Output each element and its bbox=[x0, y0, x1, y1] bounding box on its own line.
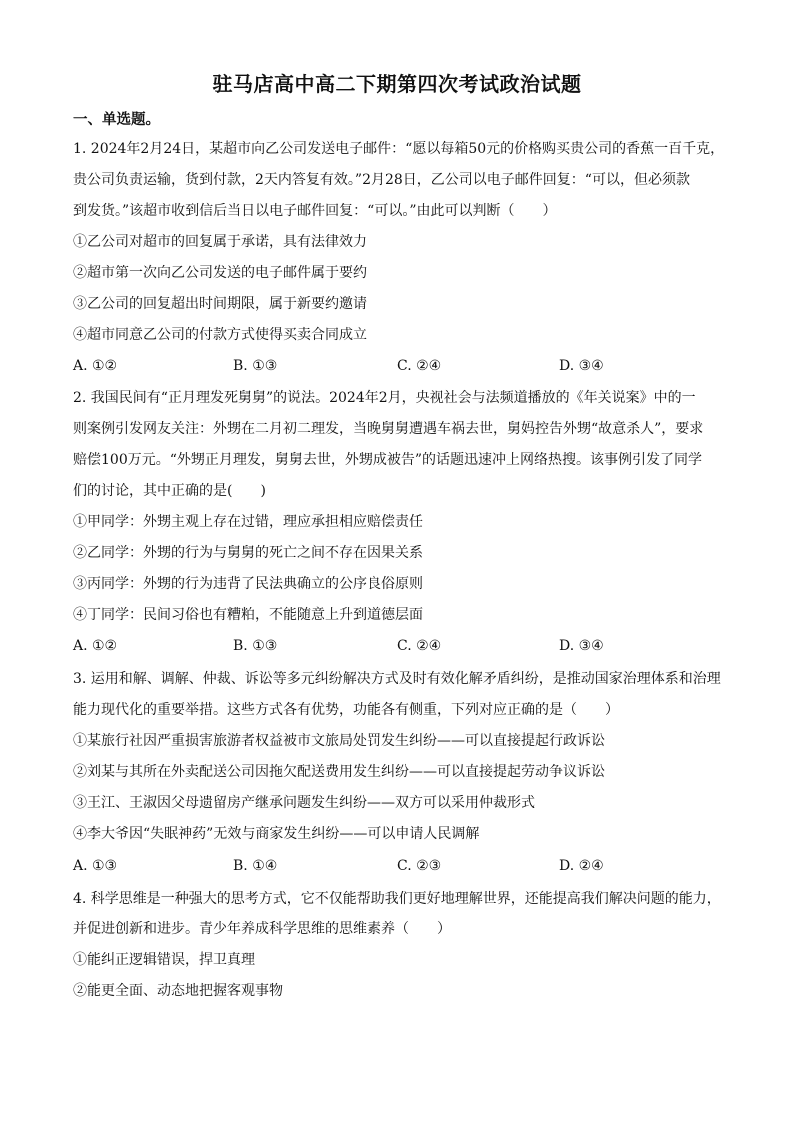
q1-item-2: ②超市第一次向乙公司发送的电子邮件属于要约 bbox=[73, 265, 367, 281]
q3-item-3: ③王江、王淑因父母遗留房产继承问题发生纠纷——双方可以采用仲裁形式 bbox=[73, 795, 535, 811]
q2-item-4: ④丁同学：民间习俗也有糟粕，不能随意上升到道德层面 bbox=[73, 607, 423, 623]
q1-stem-line-2: 贵公司负责运输，货到付款，2天内答复有效。”2月28日，乙公司以电子邮件回复：“可以，但必须款 bbox=[73, 172, 690, 188]
q3-stem-line-1: 3. 运用和解、调解、仲裁、诉讼等多元纠纷解决方式及时有效化解矛盾纠纷，是推动国家治理体系和治理 bbox=[73, 671, 721, 687]
q3-item-4: ④李大爷因“失眠神药”无效与商家发生纠纷——可以申请人民调解 bbox=[73, 826, 480, 842]
q1-options bbox=[73, 356, 733, 376]
q4-stem-line-1: 4. 科学思维是一种强大的思考方式，它不仅能帮助我们更好地理解世界，还能提高我们解决问题的能力， bbox=[73, 891, 721, 907]
q2-option-a[interactable]: A. ①② bbox=[73, 638, 118, 654]
q2-item-1: ①甲同学：外甥主观上存在过错，理应承担相应赔偿责任 bbox=[73, 514, 423, 530]
q2-item-2: ②乙同学：外甥的行为与舅舅的死亡之间不存在因果关系 bbox=[73, 545, 423, 561]
q2-stem-line-3: 赔偿100万元。“外甥正月理发，舅舅去世，外甥成被告”的话题迅速冲上网络热搜。该事例引发了同学 bbox=[73, 452, 703, 468]
q2-options bbox=[73, 636, 733, 656]
exam-title: 驻马店高中高二下期第四次考试政治试题 bbox=[212, 72, 582, 96]
q2-stem-line-2: 则案例引发网友关注：外甥在二月初二理发，当晚舅舅遭遇车祸去世，舅妈控告外甥“故意杀人”，要求 bbox=[73, 421, 704, 437]
q1-option-d[interactable]: D. ③④ bbox=[559, 358, 604, 374]
q3-option-c[interactable]: C. ②③ bbox=[397, 858, 442, 874]
q4-item-1: ①能纠正逻辑错误，捍卫真理 bbox=[73, 952, 255, 968]
q1-item-1: ①乙公司对超市的回复属于承诺，具有法律效力 bbox=[73, 234, 367, 250]
q2-stem-line-4: 们的讨论，其中正确的是( ) bbox=[73, 483, 266, 499]
q3-option-b[interactable]: B. ①④ bbox=[233, 858, 278, 874]
q3-option-a[interactable]: A. ①③ bbox=[73, 858, 118, 874]
q1-item-3: ③乙公司的回复超出时间期限，属于新要约邀请 bbox=[73, 296, 367, 312]
q1-stem-line-1: 1. 2024年2月24日，某超市向乙公司发送电子邮件：“愿以每箱50元的价格购买贵公司的香蕉一百千克， bbox=[73, 141, 725, 157]
q4-stem-line-2: 并促进创新和进步。青少年养成科学思维的思维素养（ ） bbox=[73, 921, 451, 937]
q3-item-2: ②刘某与其所在外卖配送公司因拖欠配送费用发生纠纷——可以直接提起劳动争议诉讼 bbox=[73, 764, 605, 780]
q3-stem-line-2: 能力现代化的重要举措。这些方式各有优势，功能各有侧重，下列对应正确的是（ ） bbox=[73, 702, 619, 718]
q4-item-2: ②能更全面、动态地把握客观事物 bbox=[73, 983, 283, 999]
q3-option-d[interactable]: D. ②④ bbox=[559, 858, 604, 874]
q1-option-c[interactable]: C. ②④ bbox=[397, 358, 442, 374]
q1-stem-line-3: 到发货。”该超市收到信后当日以电子邮件回复：“可以。”由此可以判断（ ） bbox=[73, 203, 557, 219]
q3-options bbox=[73, 856, 733, 876]
q1-option-b[interactable]: B. ①③ bbox=[233, 358, 278, 374]
q3-item-1: ①某旅行社因严重损害旅游者权益被市文旅局处罚发生纠纷——可以直接提起行政诉讼 bbox=[73, 733, 605, 749]
q1-option-a[interactable]: A. ①② bbox=[73, 358, 118, 374]
q2-option-b[interactable]: B. ①③ bbox=[233, 638, 278, 654]
q2-stem-line-1: 2. 我国民间有“正月理发死舅舅”的说法。2024年2月，央视社会与法频道播放的《年关说案》中的一 bbox=[73, 390, 696, 406]
q1-item-4: ④超市同意乙公司的付款方式使得买卖合同成立 bbox=[73, 327, 367, 343]
q2-option-c[interactable]: C. ②④ bbox=[397, 638, 442, 654]
q2-option-d[interactable]: D. ③④ bbox=[559, 638, 604, 654]
q2-item-3: ③丙同学：外甥的行为违背了民法典确立的公序良俗原则 bbox=[73, 576, 423, 592]
section-heading: 一、单选题。 bbox=[73, 111, 160, 128]
